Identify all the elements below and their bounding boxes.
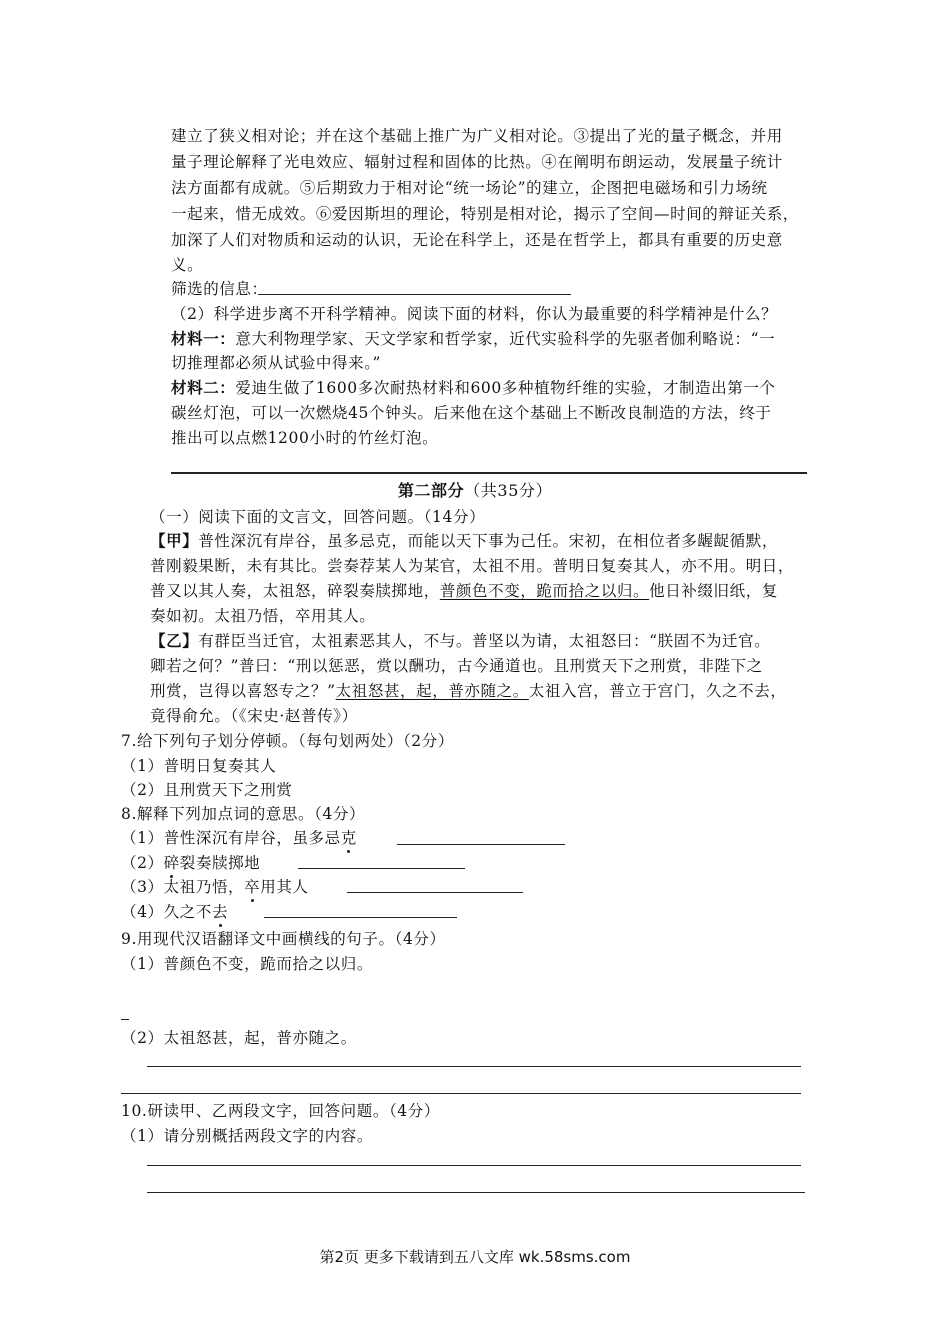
part2-title: 第二部分 bbox=[397, 481, 465, 500]
q8-item-4: （4）久之不去 bbox=[121, 903, 229, 921]
q9-item-1: （1）普颜色不变，跪而拾之以归。 bbox=[121, 955, 373, 973]
q8-answer-blank-2[interactable] bbox=[298, 868, 465, 869]
material-2-line-3: 推出可以点燃1200小时的竹丝灯泡。 bbox=[171, 429, 439, 447]
q8-answer-blank-1[interactable] bbox=[397, 844, 565, 845]
yi-underlined-sentence: 太祖怒甚，起，普亦随之。 bbox=[335, 682, 529, 700]
q10-answer-line-2[interactable] bbox=[147, 1192, 805, 1193]
q9-item-2: （2）太祖怒甚，起，普亦随之。 bbox=[121, 1029, 357, 1047]
jia-line-2: 普刚毅果断，未有其比。尝奏荐某人为某官，太祖不用。普明日复奏其人，亦不用。明日， bbox=[150, 557, 795, 575]
jia-tag: 【甲】 bbox=[150, 531, 199, 550]
passage-line-6: 义。 bbox=[171, 256, 204, 274]
jia-line-4: 奏如初。太祖乃悟，卒用其人。 bbox=[150, 607, 376, 625]
q2-prompt: （2）科学进步离不开科学精神。阅读下面的材料，你认为最重要的科学精神是什么？ bbox=[171, 305, 778, 323]
q8-answer-blank-3[interactable] bbox=[347, 892, 523, 893]
filter-answer-blank[interactable] bbox=[258, 294, 571, 295]
q8-dotted-word-1: 克 bbox=[340, 829, 357, 847]
jia-line-1: 【甲】普性深沉有岸谷，虽多忌克，而能以天下事为己任。宋初，在相位者多龌龊循默， bbox=[150, 531, 778, 550]
q10-title: 10.研读甲、乙两段文字，回答问题。（4分） bbox=[121, 1102, 440, 1120]
q8-dotted-word-2: 碎 bbox=[163, 854, 180, 872]
passage-line-3: 法方面都有成就。⑤后期致力于相对论“统一场论”的建立，企图把电磁场和引力场统 bbox=[171, 179, 768, 197]
yi-line-3: 刑赏，岂得以喜怒专之？”太祖怒甚，起，普亦随之。太祖入宫，普立于宫门，久之不去， bbox=[150, 682, 787, 700]
q8-item-3: （3）太祖乃悟，卒用其人 bbox=[121, 878, 309, 896]
q8-title: 8.解释下列加点词的意思。（4分） bbox=[121, 805, 366, 823]
q9-answer-line-1[interactable] bbox=[147, 1066, 801, 1067]
material-2-text: 爱迪生做了1600多次耐热材料和600多种植物纤维的实验，才制造出第一个 bbox=[235, 379, 776, 397]
q8-answer-blank-4[interactable] bbox=[264, 917, 457, 918]
passage-line-1: 建立了狭义相对论；并在这个基础上推广为广义相对论。③提出了光的量子概念，并用 bbox=[171, 127, 783, 145]
q8-dotted-word-3: 卒 bbox=[244, 878, 261, 896]
part2-score: （共35分） bbox=[464, 481, 553, 500]
section1-instruction: （一）阅读下面的文言文，回答问题。（14分） bbox=[150, 508, 486, 526]
material-1-line-2: 切推理都必须从试验中得来。” bbox=[171, 354, 382, 372]
q8-item-2: （2）碎裂奏牍掷地 bbox=[121, 854, 261, 872]
yi-line-1: 【乙】有群臣当迁官，太祖素恶其人，不与。普坚以为请，太祖怒曰：“朕固不为迁官。 bbox=[150, 631, 771, 650]
material-1-line-1 bbox=[171, 329, 775, 349]
passage-line-4: 一起来，惜无成效。⑥爱因斯坦的理论，特别是相对论，揭示了空间—时间的辩证关系， bbox=[171, 205, 799, 223]
q10-item-1: （1）请分别概括两段文字的内容。 bbox=[121, 1127, 373, 1145]
q9-title: 9.用现代汉语翻译文中画横线的句子。（4分） bbox=[121, 930, 446, 948]
material-1-text: 意大利物理学家、天文学家和哲学家，近代实验科学的先驱者伽利略说：“一 bbox=[235, 330, 776, 348]
yi-tag: 【乙】 bbox=[150, 631, 199, 650]
q9-answer-dash bbox=[121, 1019, 129, 1020]
q8-dotted-word-4: 去 bbox=[211, 903, 229, 921]
yi-line-4: 竟得俞允。（《宋史·赵普传》） bbox=[150, 707, 358, 725]
jia-underlined-sentence: 普颜色不变，跪而拾之以归。 bbox=[439, 582, 650, 600]
q10-answer-line-1[interactable] bbox=[147, 1165, 801, 1166]
q7-item-1: （1）普明日复奏其人 bbox=[121, 757, 277, 775]
passage-line-2: 量子理论解释了光电效应、辐射过程和固体的比热。④在阐明布朗运动，发展量子统计 bbox=[171, 153, 783, 171]
passage-line-5: 加深了人们对物质和运动的认识，无论在科学上，还是在哲学上，都具有重要的历史意 bbox=[171, 231, 783, 249]
q7-title: 7.给下列句子划分停顿。（每句划两处）（2分） bbox=[121, 732, 454, 750]
material-2-line-1 bbox=[171, 378, 776, 398]
jia-line-3: 普又以其人奏，太祖怒，碎裂奏牍掷地，普颜色不变，跪而拾之以归。他日补缀旧纸，复 bbox=[150, 582, 778, 600]
material-2-line-2: 碳丝灯泡，可以一次燃烧45个钟头。后来他在这个基础上不断改良制造的方法，终于 bbox=[171, 404, 772, 422]
part2-heading bbox=[0, 481, 950, 501]
q7-item-2: （2）且刑赏天下之刑赏 bbox=[121, 781, 293, 799]
material-2-label: 材料二： bbox=[171, 378, 236, 397]
q9-answer-line-2[interactable] bbox=[121, 1093, 801, 1094]
material-1-label: 材料一： bbox=[171, 329, 236, 348]
yi-line-2: 卿若之何？”普曰：“刑以惩恶，赏以酬功，古今通道也。且刑赏天下之刑赏，非陛下之 bbox=[150, 657, 763, 675]
section-divider bbox=[171, 472, 807, 474]
q8-item-1: （1）普性深沉有岸谷，虽多忌克 bbox=[121, 829, 357, 847]
filter-label: 筛选的信息： bbox=[171, 280, 268, 298]
page-footer: 第2页 更多下载请到五八文库 wk.58sms.com bbox=[319, 1248, 631, 1266]
